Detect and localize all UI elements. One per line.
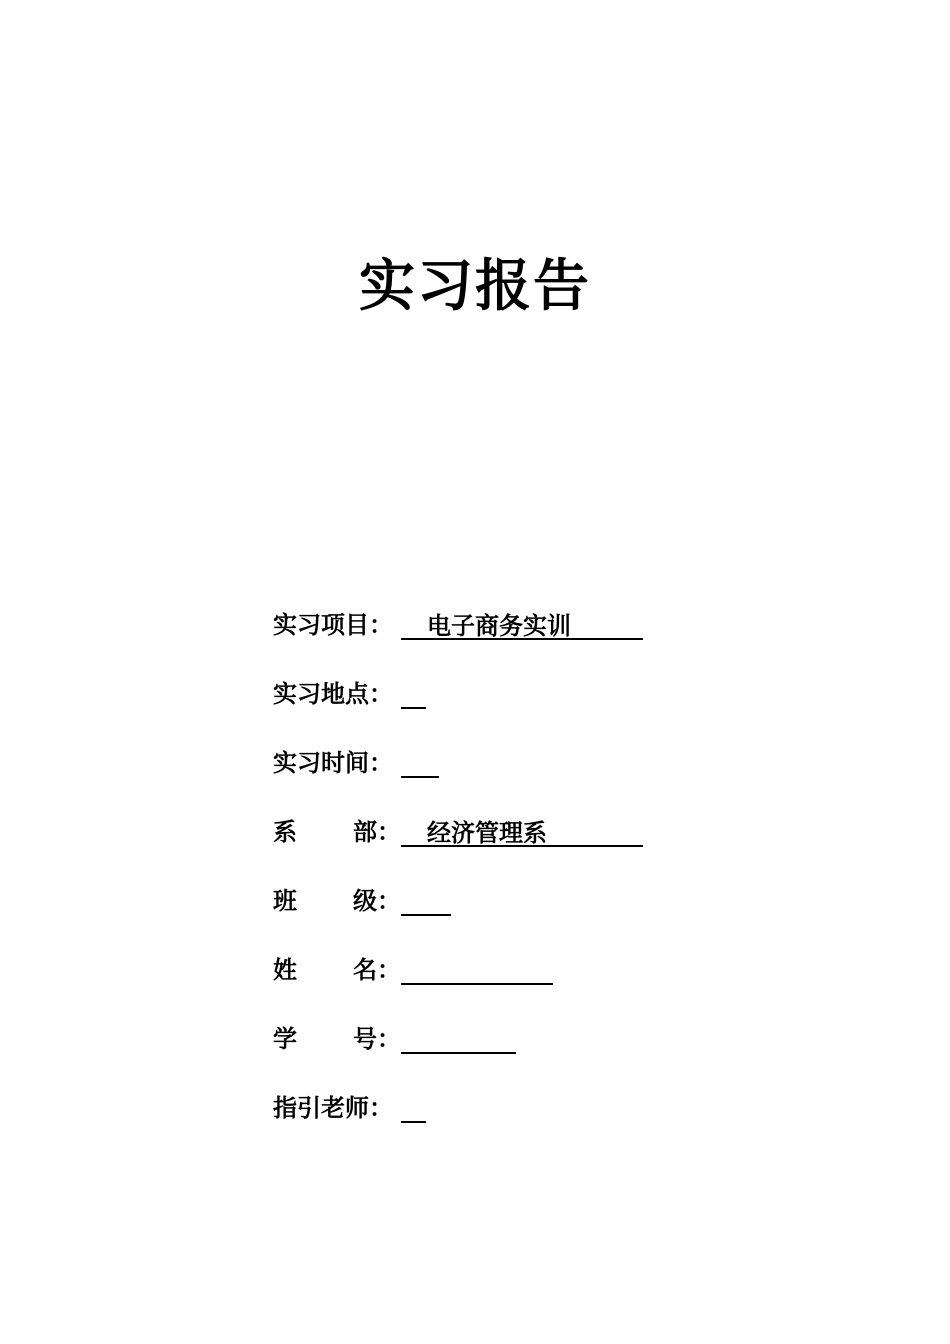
field-advisor-label: 指引老师：: [273, 1094, 393, 1122]
field-student-id: [273, 1020, 516, 1054]
field-student-id-value: [401, 1026, 516, 1054]
report-title: 实习报告: [359, 254, 591, 319]
field-time-label: 实习时间：: [273, 749, 393, 777]
field-class-value: [401, 888, 451, 916]
field-advisor: [273, 1089, 426, 1123]
field-student-id-label-b: 号：: [353, 1025, 401, 1053]
field-department-label-b: 部：: [353, 818, 401, 846]
field-department-label: [273, 817, 401, 847]
field-location-label: 实习地点：: [273, 680, 393, 708]
field-location-value: [401, 681, 426, 709]
field-student-id-label: [273, 1024, 401, 1054]
field-name-label-b: 名：: [353, 956, 401, 984]
field-class: [273, 882, 451, 916]
field-department-label-a: 系: [273, 818, 297, 846]
field-department: [273, 813, 643, 847]
field-project-label: 实习项目：: [273, 611, 393, 639]
field-class-label-a: 班: [273, 887, 297, 915]
field-advisor-value: [401, 1095, 426, 1123]
field-location: [273, 675, 426, 709]
field-student-id-label-a: 学: [273, 1025, 297, 1053]
field-class-label-b: 级：: [353, 887, 401, 915]
field-project: [273, 606, 643, 640]
field-class-label: [273, 886, 401, 916]
field-name-value: [401, 957, 553, 985]
field-department-value: 经济管理系: [401, 819, 643, 847]
field-project-value: 电子商务实训: [401, 612, 643, 640]
field-name-label-a: 姓: [273, 956, 297, 984]
field-name-label: [273, 955, 401, 985]
field-name: [273, 951, 553, 985]
field-time: [273, 744, 439, 778]
field-time-value: [401, 750, 439, 778]
